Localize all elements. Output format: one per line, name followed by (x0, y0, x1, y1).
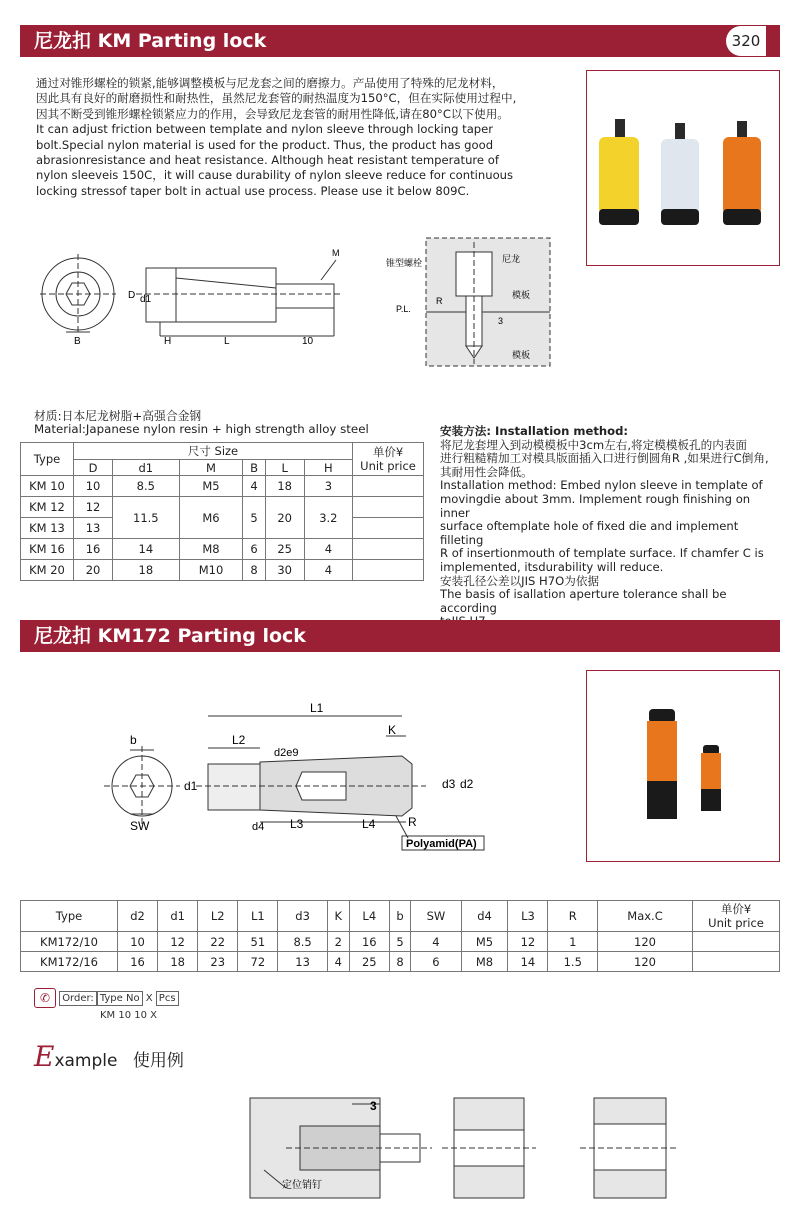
cell: 12 (74, 497, 113, 518)
th-r: R (548, 901, 598, 932)
label-l: L (224, 336, 230, 347)
th-price-en: Unit price (360, 459, 416, 473)
cell (353, 518, 424, 539)
installation-line: 进行粗糙精加工对模具版面插入口进行倒圆角R ,如果进行C倒角, (440, 451, 769, 466)
intro-line: It can adjust friction between template and nylon sleeve through locking taper (36, 122, 494, 137)
km-technical-drawing (36, 232, 556, 372)
cell: KM 12 (21, 497, 74, 518)
cell: 16 (74, 539, 113, 560)
cell: 20 (74, 560, 113, 581)
section-title: 尼龙扣 KM172 Parting lock (34, 625, 306, 647)
example-drawings (246, 1090, 686, 1200)
label-k: K (388, 723, 397, 737)
cell (353, 497, 424, 518)
cell: 8.5 (113, 476, 179, 497)
th-h: H (304, 460, 352, 476)
label-d2e9: d2e9 (274, 747, 299, 759)
installation-line: 将尼龙套埋入到动模模板中3cm左右,将定模模板孔的内表面 (440, 437, 747, 452)
th-d2: d2 (118, 901, 158, 932)
th-price (693, 901, 780, 932)
label-d4: d4 (252, 821, 265, 833)
cell: 1.5 (548, 952, 598, 972)
intro-line: 因其不断受到锥形螺栓锁紧应力的作用，会导致尼龙套管的耐用性降低,请在80°C以下使用。 (36, 106, 509, 121)
cell: 16 (349, 932, 389, 952)
intro-line: 因此具有良好的耐磨损性和耐热性，虽然尼龙套管的耐热温度为150°C，但在实际使用过程中, (36, 91, 517, 106)
cell: 4 (304, 560, 352, 581)
example-pin-label: 定位销钉 (282, 1180, 322, 1191)
th-m: M (179, 460, 243, 476)
order-type-no: Type No (97, 991, 143, 1006)
cell: M8 (179, 539, 243, 560)
example-e: E (34, 1040, 55, 1073)
installation-line: surface oftemplate hole of fixed die and implement filleting (440, 519, 739, 547)
th-d: D (74, 460, 113, 476)
installation-line: The basis of isallation aperture tolerance shall be according (440, 587, 727, 615)
label-d2: d2 (460, 777, 474, 791)
intro-line: abrasionresistance and heat resistance. Although heat resistant temperature of (36, 153, 499, 168)
th-max-c: Max.C (598, 901, 693, 932)
cell: 51 (238, 932, 278, 952)
cell: 8 (243, 560, 265, 581)
order-label: Order: (59, 991, 97, 1006)
intro-line: nylon sleeveis 150C，it will cause durability of nylon sleeve reduce for continuous (36, 168, 514, 183)
intro-text (36, 76, 556, 199)
label-h: H (164, 336, 172, 347)
th-l4: L4 (349, 901, 389, 932)
label-plate-1: 模板 (512, 290, 531, 300)
installation-line: R of insertionmouth of template surface. If chamfer C is (440, 546, 764, 561)
cell: 14 (113, 539, 179, 560)
order-example: KM 10 10 X (100, 1010, 158, 1021)
cell: 13 (74, 518, 113, 539)
section-header-km172 (20, 620, 780, 652)
th-size: 尺寸 Size (74, 443, 353, 460)
label-d3: d3 (442, 777, 456, 791)
cell: 4 (304, 539, 352, 560)
order-times: X (145, 993, 153, 1004)
label-l3: L3 (290, 817, 304, 831)
th-d3: d3 (278, 901, 327, 932)
cell: 11.5 (113, 497, 179, 539)
table-row (21, 539, 424, 560)
th-l3: L3 (508, 901, 548, 932)
label-m: M (332, 248, 340, 258)
label-pl: P.L. (396, 304, 411, 314)
cell: 25 (265, 539, 304, 560)
table-row (21, 497, 424, 518)
th-b: b (389, 901, 410, 932)
cell: 6 (411, 952, 461, 972)
order-info (34, 988, 179, 1021)
cell: 18 (158, 952, 198, 972)
cell: 5 (389, 932, 410, 952)
installation-title: 安装方法: Installation method: (440, 424, 629, 438)
cell: 120 (598, 932, 693, 952)
cell: 14 (508, 952, 548, 972)
intro-line: locking stressof taper bolt in actual use process. Please use it below 809C. (36, 183, 470, 198)
label-l1: L1 (310, 701, 324, 715)
cell (353, 476, 424, 497)
th-type: Type (21, 443, 74, 476)
product-photo-km (586, 70, 780, 266)
th-d1: d1 (113, 460, 179, 476)
cell: 3.2 (304, 497, 352, 539)
cell: 4 (243, 476, 265, 497)
cell: 30 (265, 560, 304, 581)
cell: 8 (389, 952, 410, 972)
th-price-cn: 单价¥ (720, 902, 752, 916)
th-type: Type (21, 901, 118, 932)
label-nylon: 尼龙 (502, 254, 521, 264)
cell: 18 (265, 476, 304, 497)
table-row (21, 476, 424, 497)
cell: KM 20 (21, 560, 74, 581)
cell: 120 (598, 952, 693, 972)
cell (693, 952, 780, 972)
intro-line: bolt.Special nylon material is used for the product. Thus, the product has good (36, 137, 494, 152)
km172-size-table (20, 900, 780, 972)
label-d1: d1 (184, 779, 198, 793)
label-b: B (74, 336, 81, 347)
cell: 25 (349, 952, 389, 972)
label-taper-bolt: 锥型螺栓 (386, 258, 423, 268)
cell: 4 (327, 952, 349, 972)
installation-line: 安装孔径公差以JIS H7O为依据 (440, 573, 600, 588)
cell: 2 (327, 932, 349, 952)
table-row (21, 932, 780, 952)
cell: KM 10 (21, 476, 74, 497)
example-cn: 使用例 (132, 1051, 184, 1071)
intro-line: 通过对锥形螺栓的锁紧,能够调整模板与尼龙套之间的磨擦力。产品使用了特殊的尼龙材料， (36, 76, 504, 90)
th-price-cn: 单价¥ (372, 445, 404, 459)
th-sw: SW (411, 901, 461, 932)
km-size-table (20, 442, 424, 581)
cell: 3 (304, 476, 352, 497)
section-title: 尼龙扣 KM Parting lock (34, 30, 267, 52)
cell: 6 (243, 539, 265, 560)
cell: 1 (548, 932, 598, 952)
th-l2: L2 (198, 901, 238, 932)
label-b: b (130, 733, 137, 747)
cell (353, 560, 424, 581)
cell: KM172/16 (21, 952, 118, 972)
installation-line: movingdie about 3mm. Implement rough finishing on inner (440, 491, 751, 520)
cell: 12 (508, 932, 548, 952)
th-l1: L1 (238, 901, 278, 932)
cell: KM172/10 (21, 932, 118, 952)
cell: M5 (179, 476, 243, 497)
cell: M10 (179, 560, 243, 581)
cell (353, 539, 424, 560)
cell: M6 (179, 497, 243, 539)
label-d1: d1 (140, 294, 152, 305)
label-l4: L4 (362, 817, 376, 831)
label-polyamid: Polyamid(PA) (406, 838, 477, 850)
cell: 18 (113, 560, 179, 581)
km172-parts-image (587, 671, 779, 861)
nylon-sleeves-image (587, 71, 779, 265)
installation-line: 其耐用性会降低。 (440, 464, 533, 479)
table-row (21, 560, 424, 581)
label-3: 3 (498, 316, 504, 326)
cell: 5 (243, 497, 265, 539)
cell: 10 (118, 932, 158, 952)
installation-line: implemented, itsdurability will reduce. (440, 559, 664, 574)
cell: 22 (198, 932, 238, 952)
th-price-en: Unit price (708, 916, 764, 930)
cell: M5 (461, 932, 508, 952)
cell: 20 (265, 497, 304, 539)
cell: 12 (158, 932, 198, 952)
example-rest: xample (54, 1051, 118, 1071)
cell: M8 (461, 952, 508, 972)
installation-text (440, 425, 780, 629)
label-r: R (408, 815, 417, 829)
cell: KM 16 (21, 539, 74, 560)
example-dim-3: 3 (370, 1099, 377, 1113)
page-number: 320 (726, 26, 766, 56)
cell: 4 (411, 932, 461, 952)
order-pcs: Pcs (156, 991, 179, 1006)
cell (693, 932, 780, 952)
cell: 10 (74, 476, 113, 497)
label-plate-2: 模板 (512, 350, 531, 360)
cell: KM 13 (21, 518, 74, 539)
cell: 23 (198, 952, 238, 972)
cell: 72 (238, 952, 278, 972)
th-price (353, 443, 424, 476)
material-en: Material:Japanese nylon resin + high strength alloy steel (34, 422, 369, 436)
cell: 8.5 (278, 932, 327, 952)
label-r: R (436, 296, 443, 306)
th-k: K (327, 901, 349, 932)
label-sw: SW (130, 819, 150, 833)
example-title (34, 1040, 184, 1073)
material-cn: 材质:日本尼龙树脂+高强合金钢 (34, 409, 202, 423)
table-row (21, 952, 780, 972)
installation-line: Installation method: Embed nylon sleeve in template of (440, 478, 763, 493)
cell: 13 (278, 952, 327, 972)
th-d1: d1 (158, 901, 198, 932)
product-photo-km172 (586, 670, 780, 862)
km172-technical-drawing (96, 690, 516, 860)
label-d: D (128, 290, 136, 301)
th-l: L (265, 460, 304, 476)
label-10: 10 (302, 336, 314, 347)
section-header-km (20, 25, 780, 57)
label-l2: L2 (232, 733, 246, 747)
cell: 16 (118, 952, 158, 972)
th-b: B (243, 460, 265, 476)
th-d4: d4 (461, 901, 508, 932)
phone-icon: ✆ (34, 988, 56, 1008)
